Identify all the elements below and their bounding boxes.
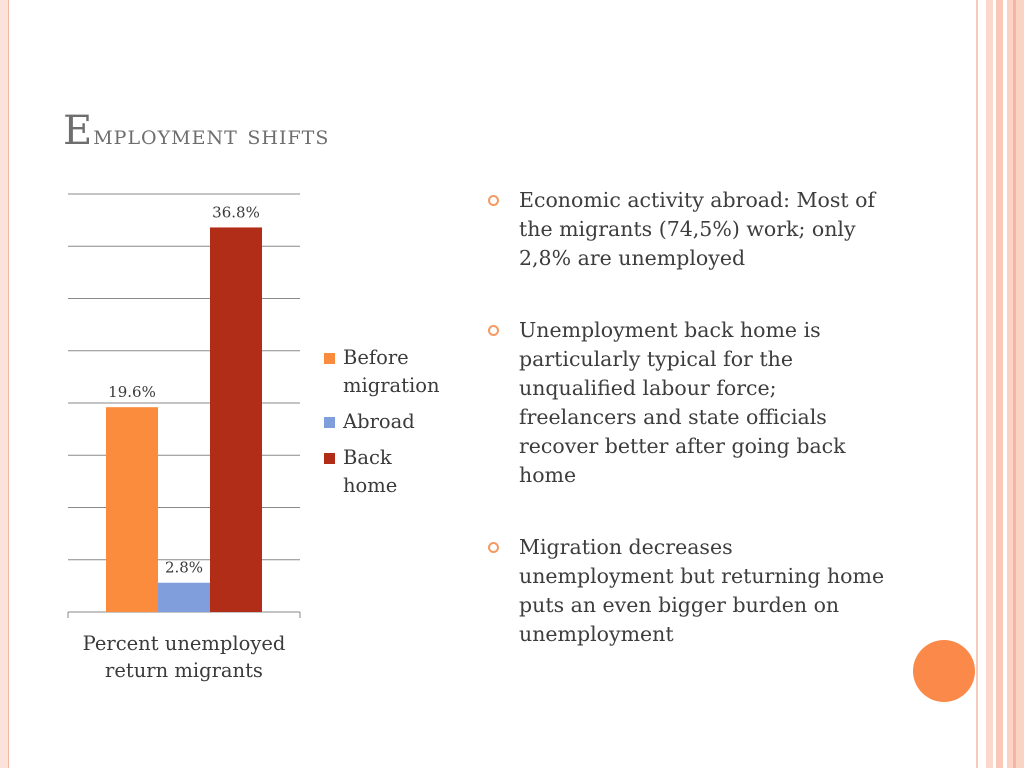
bullet-list — [488, 186, 888, 649]
bullet-text: Economic activity abroad: Most of the migrants (74,5%) work; only 2,8% are unemployed — [519, 188, 876, 270]
legend-item — [322, 444, 457, 500]
right-decor-stripe — [986, 0, 993, 768]
legend-label: Back home — [343, 446, 398, 497]
slide-title-rest: mployment shifts — [93, 120, 330, 151]
legend-item — [322, 344, 457, 400]
data-label: 2.8% — [164, 558, 204, 577]
bar-chart — [60, 186, 310, 686]
bar-back-home — [210, 227, 262, 612]
bullet-circle-icon — [488, 542, 499, 553]
slide-title — [63, 108, 329, 154]
legend-label: Before migration — [343, 346, 440, 397]
legend-swatch — [324, 353, 335, 364]
bullet-text: Unemployment back home is particularly typical for the unqualified labour force; freelancers and state officials recover better after going back home — [519, 318, 846, 487]
bullet-item — [488, 186, 888, 273]
legend-swatch — [324, 417, 335, 428]
right-decor-stripe — [976, 0, 978, 768]
decor-circle — [913, 640, 975, 702]
bullet-item — [488, 533, 888, 649]
chart-legend — [322, 344, 457, 500]
legend-swatch — [324, 453, 335, 464]
category-label: Percent unemployed — [82, 632, 286, 655]
bullet-text: Migration decreases unemployment but returning home puts an even bigger burden on unemployment — [519, 535, 885, 646]
data-label: 19.6% — [108, 383, 156, 402]
slide-title-initial: E — [63, 108, 94, 154]
bullet-circle-icon — [488, 325, 499, 336]
bullet-item — [488, 316, 888, 490]
left-decor-stripe — [0, 0, 9, 768]
bar-before-migration — [106, 407, 158, 612]
legend-label: Abroad — [343, 410, 415, 433]
category-label: return migrants — [105, 659, 263, 682]
bar-abroad — [158, 583, 210, 612]
data-label: 36.8% — [212, 203, 260, 222]
bullet-circle-icon — [488, 195, 499, 206]
right-decor-stripe — [996, 0, 1003, 768]
legend-item — [322, 408, 457, 436]
right-decor-stripe — [1013, 0, 1016, 768]
